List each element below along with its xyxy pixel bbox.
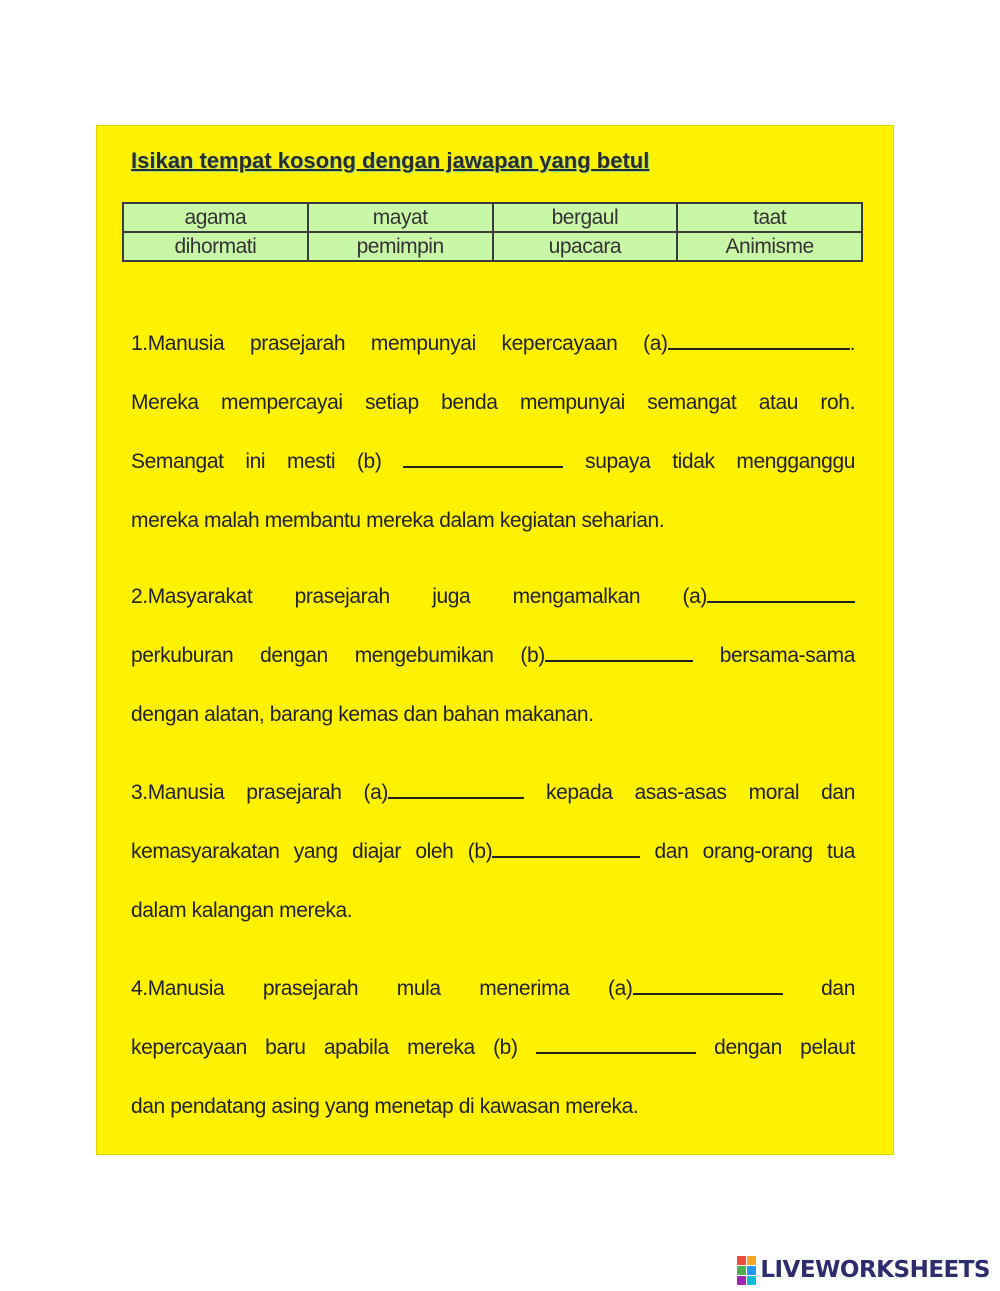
word-bank-cell: taat	[677, 203, 862, 232]
question-text: dan	[821, 977, 855, 1000]
word-bank-table	[122, 202, 863, 262]
logo-block	[737, 1266, 746, 1275]
logo-block	[737, 1276, 746, 1285]
logo-text: LIVEWORKSHEETS	[760, 1257, 990, 1283]
worksheet-title: Isikan tempat kosong dengan jawapan yang betul	[131, 148, 650, 173]
worksheet-panel	[96, 125, 894, 1155]
question-1: 1.Manusia prasejarah mempunyai kepercayaan (a) . Mereka mempercayai setiap benda mempunyai semangat atau roh. Semangat ini mesti (b) supaya tidak mengganggu mereka malah membantu mereka dalam kegiatan seharian.	[131, 314, 855, 550]
question-text: kepada asas-asas moral dan	[546, 781, 855, 804]
question-text: Semangat ini mesti (b)	[131, 450, 382, 473]
question-text: dan pendatang asing yang menetap di kawasan mereka.	[131, 1095, 639, 1118]
answer-blank-1b[interactable]	[403, 448, 563, 468]
question-text: dan orang-orang tua	[654, 840, 856, 863]
word-bank-cell: dihormati	[123, 232, 308, 261]
answer-blank-2a[interactable]	[707, 583, 855, 603]
question-text: 3.Manusia prasejarah (a)	[131, 781, 388, 804]
word-bank-row	[123, 203, 862, 232]
question-text: mereka malah membantu mereka dalam kegiatan seharian.	[131, 509, 665, 532]
answer-blank-3b[interactable]	[492, 838, 640, 858]
logo-block	[747, 1266, 756, 1275]
question-text: 4.Manusia prasejarah mula menerima (a)	[131, 977, 633, 1000]
logo-block	[747, 1276, 756, 1285]
logo-block	[737, 1256, 746, 1265]
word-bank-cell: bergaul	[493, 203, 678, 232]
word-bank-cell: Animisme	[677, 232, 862, 261]
liveworksheets-logo-icon	[737, 1256, 756, 1285]
question-text: 1.Manusia prasejarah mempunyai kepercayaan (a)	[131, 332, 668, 355]
question-text: Mereka mempercayai setiap benda mempunyai semangat atau roh.	[131, 391, 855, 414]
question-text: kepercayaan baru apabila mereka (b)	[131, 1036, 518, 1059]
word-bank-cell: pemimpin	[308, 232, 493, 261]
question-3	[131, 763, 855, 940]
answer-blank-1a[interactable]	[668, 330, 850, 350]
word-bank-cell: mayat	[308, 203, 493, 232]
word-bank-row	[123, 232, 862, 261]
liveworksheets-logo[interactable]	[737, 1254, 990, 1286]
question-text: supaya tidak mengganggu	[585, 450, 856, 473]
word-bank-cell: upacara	[493, 232, 678, 261]
question-text: dalam kalangan mereka.	[131, 899, 353, 922]
question-text: 2.Masyarakat prasejarah juga mengamalkan (a)	[131, 585, 707, 608]
answer-blank-2b[interactable]	[545, 642, 693, 662]
question-text: kemasyarakatan yang diajar oleh (b)	[131, 840, 493, 863]
logo-block	[747, 1256, 756, 1265]
question-text: bersama-sama	[719, 644, 855, 667]
word-bank-cell: agama	[123, 203, 308, 232]
answer-blank-3a[interactable]	[388, 779, 524, 799]
answer-blank-4a[interactable]	[633, 975, 783, 995]
answer-blank-4b[interactable]	[536, 1034, 696, 1054]
question-text: dengan pelaut	[714, 1036, 855, 1059]
question-text: dengan alatan, barang kemas dan bahan makanan.	[131, 703, 594, 726]
question-2	[131, 567, 855, 744]
question-text: perkuburan dengan mengebumikan (b)	[131, 644, 545, 667]
question-4	[131, 959, 855, 1136]
